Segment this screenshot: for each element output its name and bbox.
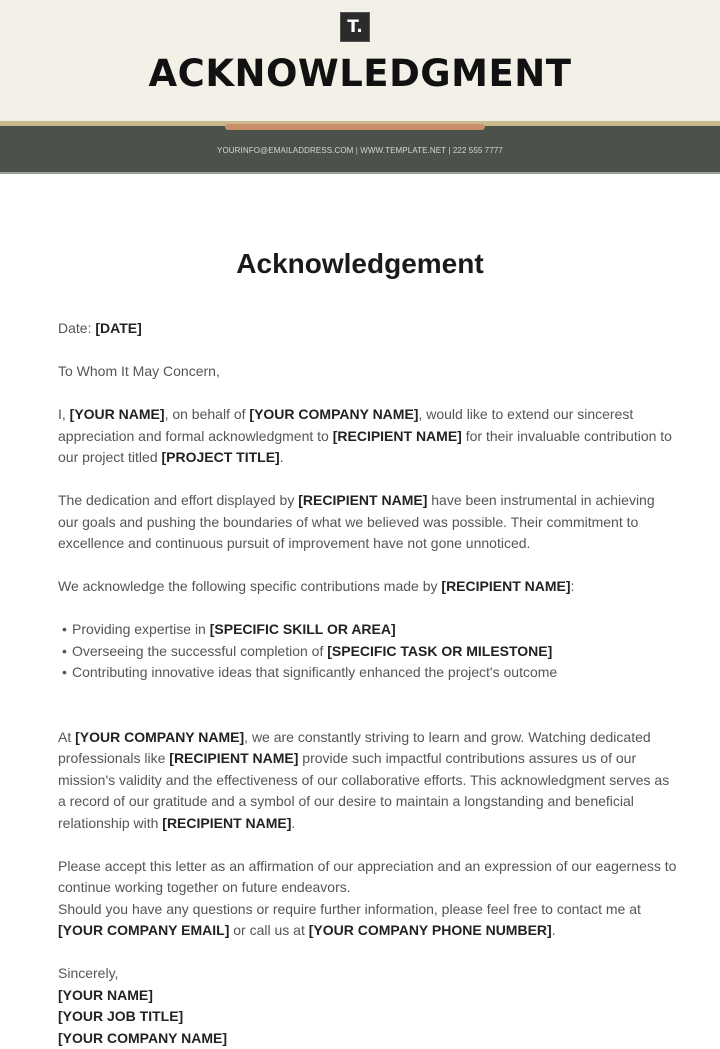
signer-job-title: [YOUR JOB TITLE]: [58, 1006, 678, 1028]
banner-header: [0, 0, 720, 121]
contact-line: YOURINFO@EMAILADDRESS.COM | WWW.TEMPLATE.NET | 222 555 7777: [0, 146, 720, 155]
list-item: • Overseeing the successful completion of [SPECIFIC TASK OR MILESTONE]: [62, 641, 678, 663]
list-item: • Contributing innovative ideas that significantly enhanced the project's outcome: [62, 662, 678, 684]
letter-body: [58, 318, 678, 1049]
paragraph-company: At [YOUR COMPANY NAME], we are constantly striving to learn and grow. Watching dedicated professionals like [RECIPIENT NAME] provide such impactful contributions assures us of our mission's validity and the effectiveness of our collaborative efforts. This acknowledgment serves as a record of our gratitude and a symbol of our desire to maintain a longstanding and beneficial relationship with [RECIPIENT NAME].: [58, 727, 678, 835]
valediction: Sincerely,: [58, 965, 118, 981]
document-title: Acknowledgement: [0, 248, 720, 280]
band-edge-divider: [0, 172, 720, 174]
salutation: To Whom It May Concern,: [58, 361, 678, 383]
signer-company: [YOUR COMPANY NAME]: [58, 1028, 678, 1049]
banner-title: ACKNOWLEDGMENT: [0, 52, 720, 95]
date-value: [DATE]: [95, 320, 141, 336]
accent-pill: [225, 124, 485, 130]
paragraph-intro: I, [YOUR NAME], on behalf of [YOUR COMPANY NAME], would like to extend our sincerest appreciation and formal acknowledgment to [RECIPIENT NAME] for their invaluable contribution to our project titled [PROJECT TITLE].: [58, 404, 678, 469]
paragraph-closing: Please accept this letter as an affirmation of our appreciation and an expression of our eagerness to continue working together on future endeavors. Should you have any questions or require further information, please feel free to contact me at [YOUR COMPANY EMAIL] or call us at [YOUR COMPANY PHONE NUMBER].: [58, 856, 678, 942]
date-line: [58, 318, 678, 340]
templatenet-logo-icon: T.: [340, 12, 370, 42]
closing-line: Please accept this letter as an affirmation of our appreciation and an expression of our eagerness to continue working together on future endeavors.: [58, 858, 676, 896]
paragraph-dedication: The dedication and effort displayed by [RECIPIENT NAME] have been instrumental in achieving our goals and pushing the boundaries of what we believed was possible. Their commitment to excellence and continuous pursuit of improvement have not gone unnoticed.: [58, 490, 678, 555]
signer-name: [YOUR NAME]: [58, 985, 678, 1007]
paragraph-contributions: We acknowledge the following specific contributions made by [RECIPIENT NAME]:: [58, 576, 678, 598]
list-item: • Providing expertise in [SPECIFIC SKILL OR AREA]: [62, 619, 678, 641]
date-label: Date:: [58, 320, 91, 336]
contributions-list: [58, 619, 678, 684]
signature-block: [58, 963, 678, 1049]
